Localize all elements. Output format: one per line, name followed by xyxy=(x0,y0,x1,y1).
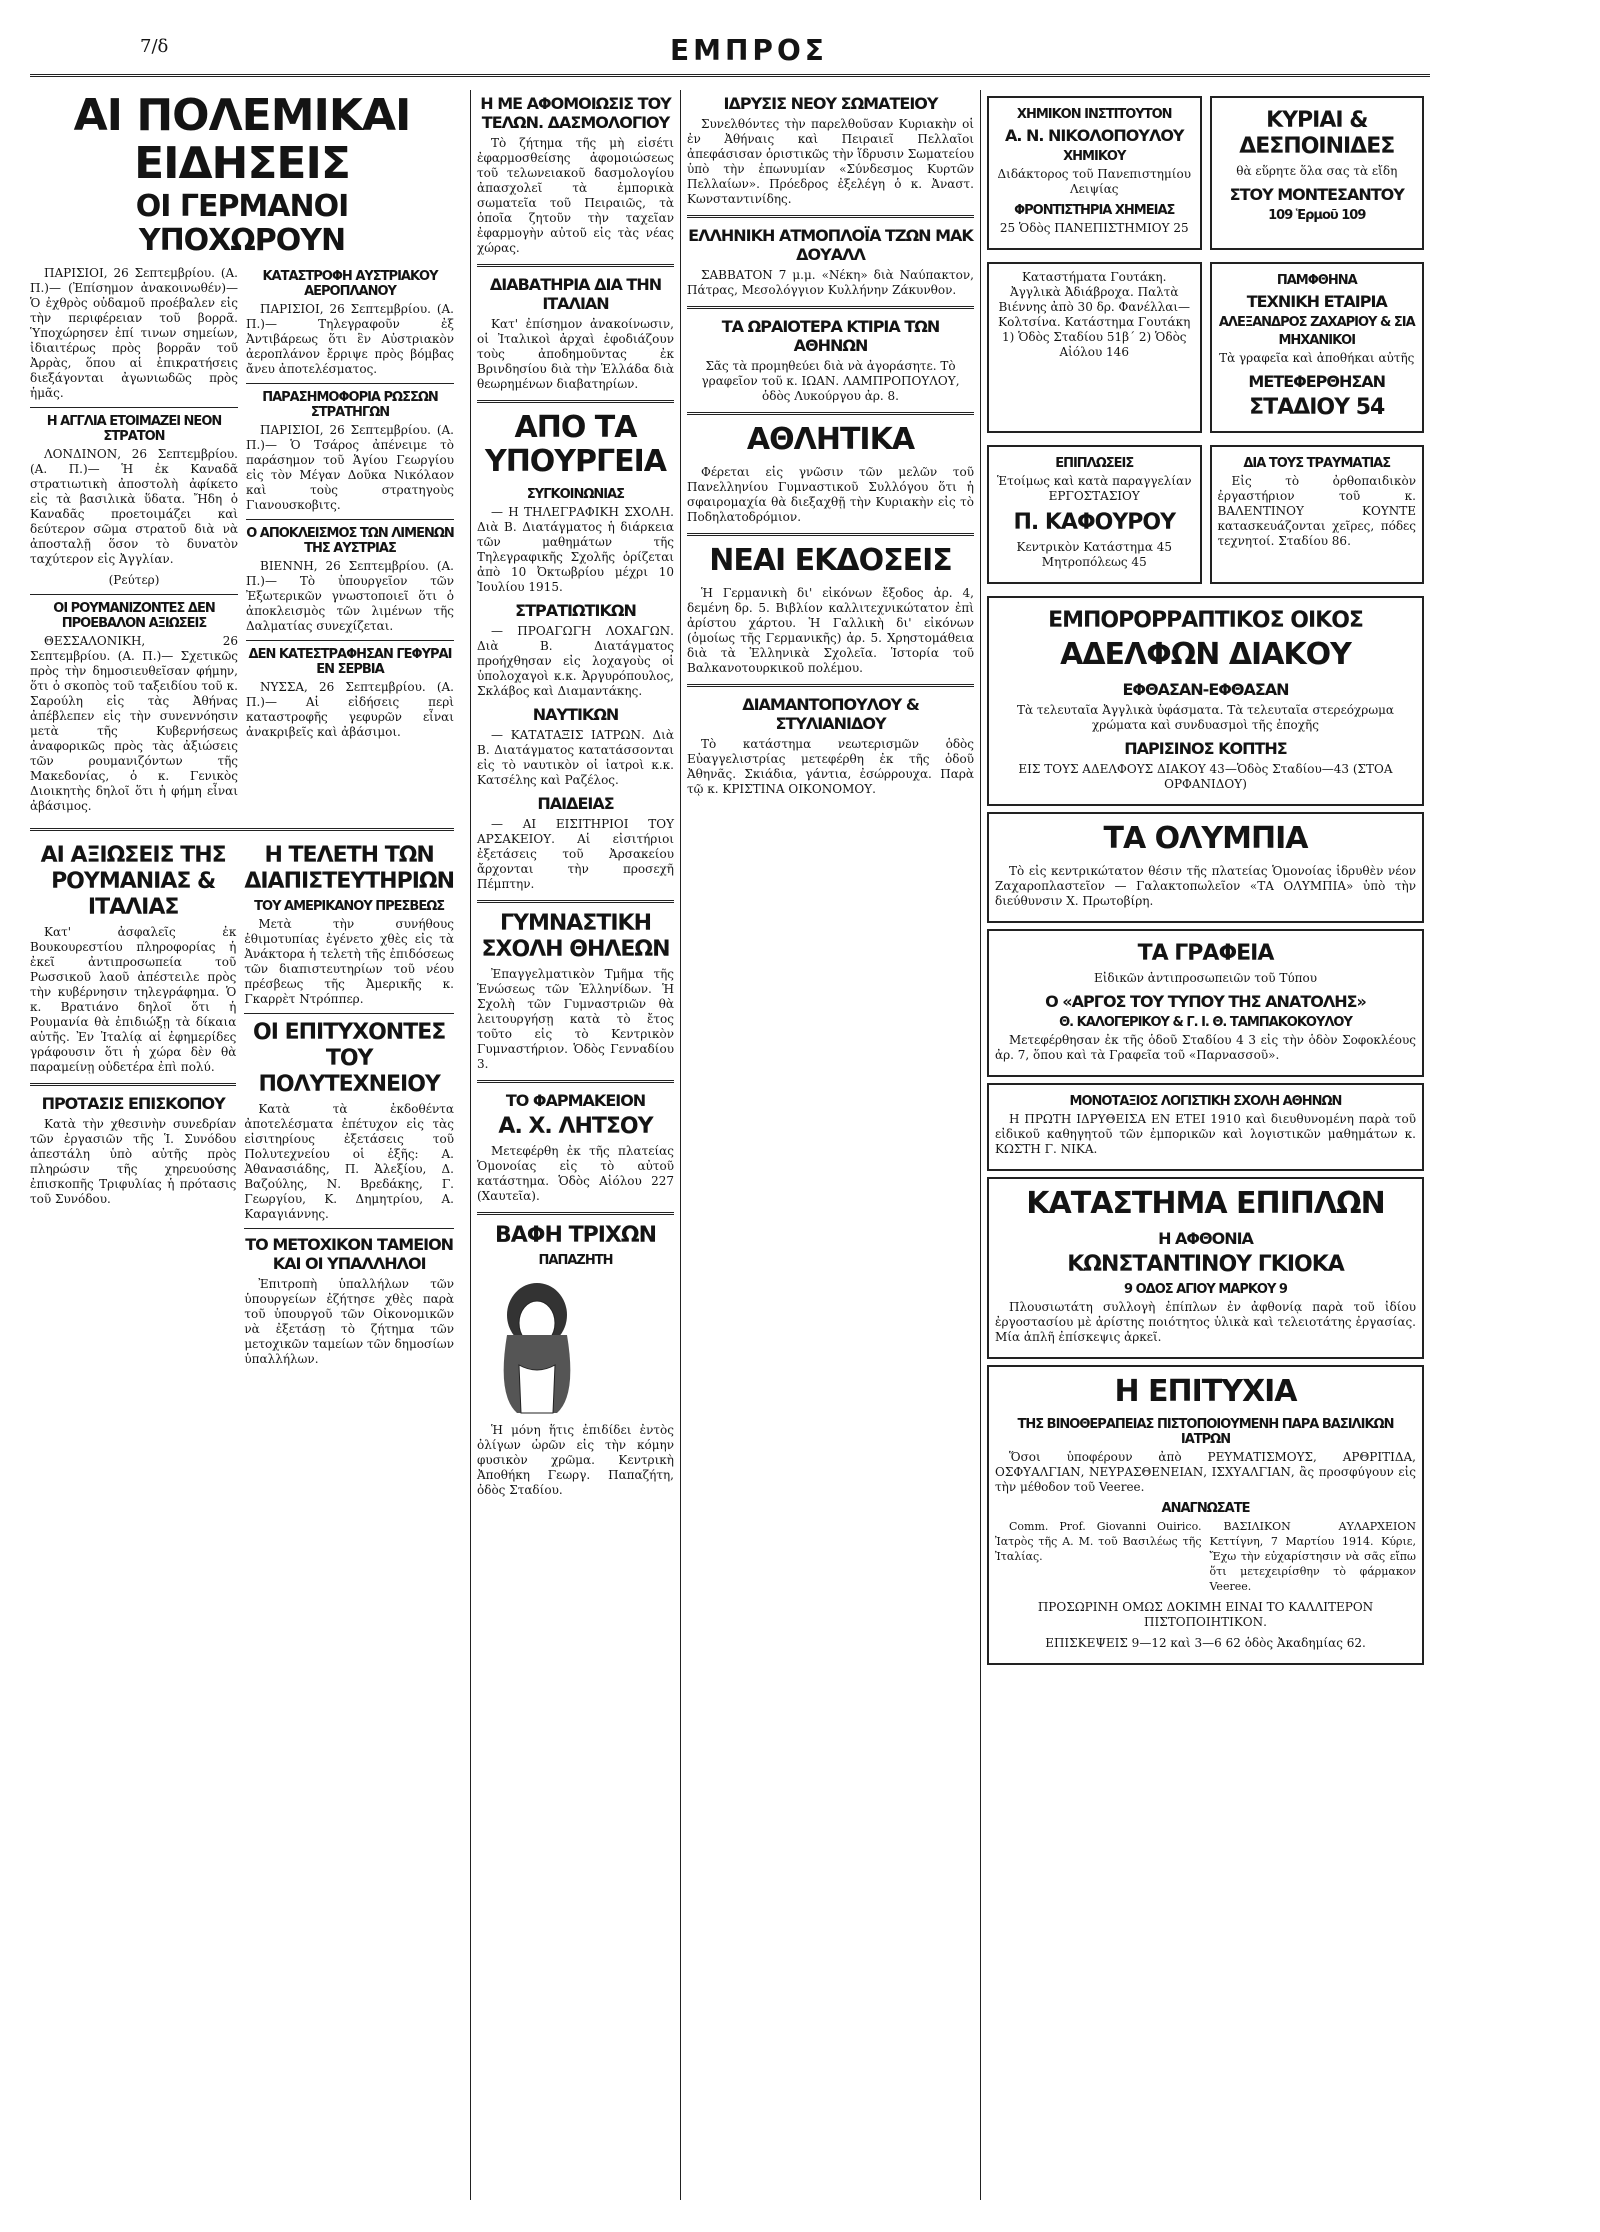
ad-title: ΤΑ ΓΡΑΦΕΙΑ xyxy=(1137,941,1274,966)
article-source: (Ρεύτερ) xyxy=(108,573,160,587)
article-title: Η ΤΕΛΕΤΗ ΤΩΝ ΔΙΑΠΙΣΤΕΥΤΗΡΙΩΝ xyxy=(244,843,455,894)
main-headline: ΑΙ ΠΟΛΕΜΙΚΑΙ ΕΙΔΗΣΕΙΣ xyxy=(73,90,411,189)
article-text: — ΑΙ ΕΙΣΙΤΗΡΙΟΙ ΤΟΥ ΑΡΣΑΚΕΙΟΥ. Αἱ εἰσιτήριοι ἐξετάσεις τοῦ Ἀρσακείου ἄρχονται τὴν προσεχῆ Πέμπτην. xyxy=(477,817,674,891)
ad-title: ΓΥΜΝΑΣΤΙΚΗ ΣΧΟΛΗ ΘΗΛΕΩΝ xyxy=(481,911,670,962)
article-text: Κατ' ἐπίσημον ἀνακοίνωσιν, οἱ Ἰταλικοὶ ἀρχαὶ ἐφοδιάζουν τοὺς ἀποδημοῦντας ἐκ Βρινδησίου διὰ τὴν Ἑλλάδα διὰ θεωρημένων διαβατηρίων. xyxy=(477,317,674,391)
ad-letter: ΒΑΣΙΛΙΚΟΝ ΑΥΛΑΡΧΕΙΟΝ Κεττίγνη, 7 Μαρτίου 1914. Κύριε, Ἔχω τὴν εὐχαρίστησιν νὰ σᾶς εἴπω ὅτι μετεχειρίσθην τὸ φάρμακον Veeree. xyxy=(1209,1520,1416,1593)
ad-subtitle: ΜΗΧΑΝΙΚΟΙ xyxy=(1278,333,1356,348)
ad-veeree xyxy=(987,1365,1424,1665)
section-title: ΑΠΟ ΤΑ ΥΠΟΥΡΓΕΙΑ xyxy=(484,410,667,479)
ad-letters xyxy=(995,1519,1416,1600)
article-title: ΟΙ ΡΟΥΜΑΝΙΖΟΝΤΕΣ ΔΕΝ ΠΡΟΕΒΑΛΟΝ ΑΞΙΩΣΕΙΣ xyxy=(53,601,215,631)
masthead xyxy=(30,30,1430,77)
ad-subtitle: ΠΑΡΙΣΙΝΟΣ ΚΟΠΤΗΣ xyxy=(1124,739,1287,758)
ad-subtitle: Η ΑΦΘΟΝΙΑ xyxy=(1158,1229,1253,1248)
article-text: Κατὰ τὰ ἐκδοθέντα ἀποτελέσματα ἐπέτυχον εἰς τὰς εἰσιτηρίους ἐξετάσεις τοῦ Πολυτεχνείου οἱ ἑξῆς: Α. Ἀθανασιάδης, Π. Ἀλεξίου, Δ. Βαζούλης, Ν. Βρεδάκης, Γ. Γεωργίου, Κ. Δημητρίου, Α. Καραγιάννης. xyxy=(244,1102,454,1221)
ad-furniture xyxy=(987,1177,1424,1359)
column-1 xyxy=(30,90,460,2200)
ad-subtitle: ΜΕΤΕΦΕΡΘΗΣΑΝ xyxy=(1248,372,1386,391)
ad-text: Καταστήματα Γουτάκη. Ἀγγλικὰ Ἀδιάβροχα. Παλτὰ Βιέννης ἀπὸ 30 δρ. Φανέλλαι—Κολτσίνα. Κατάστημα Γουτάκη 1) Ὁδὸς Σταδίου 51β΄ 2) Ὁδὸς Αἰόλου 146 xyxy=(998,270,1191,359)
article-text: ΠΑΡΙΣΙΟΙ, 26 Σεπτεμβρίου. (Α. Π.)— Τηλεγραφοῦν ἐξ Ἀντιβάρεως ὅτι ἓν Αὐστριακὸν ἀεροπλάνον ἔρριψε πρὸς βόμβας ἄνευ ἀποτελέσματος. xyxy=(246,302,454,376)
ad-kafouros xyxy=(987,445,1202,584)
ad-name: Α. Χ. ΛΗΤΣΟΥ xyxy=(498,1114,653,1139)
article-text: ΛΟΝΔΙΝΟΝ, 26 Σεπτεμβρίου. (Α. Π.)— Ἡ ἐκ Καναδᾶ στρατιωτικὴ ἀποστολὴ ἀφίκετο εἰς τὰ βασιλικὰ ὕδατα. Ἤδη ὁ Καναδᾶς προετοιμάζει καὶ δεύτερον σῶμα στρατοῦ διὰ νὰ ἀποσταλῇ ὅσον τὸ δυνατὸν ταχύτερον εἰς Ἀγγλίαν. xyxy=(30,447,238,566)
article-text: Συνελθόντες τὴν παρελθοῦσαν Κυριακὴν οἱ ἐν Ἀθήναις καὶ Πειραιεῖ Πελλαῖοι ἀπεφάσισαν ὁριστικῶς τὴν ἵδρυσιν Σωματείου ὑπὸ τὴν ἐπωνυμίαν «Σύνδεσμος Κυρτῶν Πελλαίων». Πρόεδρος ἐξελέγη ὁ κ. Ἀναστ. Κωνσταντινίδης. xyxy=(687,117,974,206)
ad-title: Η ΕΠΙΤΥΧΙΑ xyxy=(1114,1374,1297,1409)
ad-subtitle: ΤΗΣ ΒΙΝΟΘΕΡΑΠΕΙΑΣ ΠΙΣΤΟΠΟΙΟΥΜΕΝΗ ΠΑΡΑ ΒΑΣΙΛΙΚΩΝ ΙΑΤΡΩΝ xyxy=(1017,1417,1394,1447)
section-title: ΑΘΛΗΤΙΚΑ xyxy=(746,422,915,457)
ad-wounded xyxy=(1210,445,1425,584)
ad-text: Η ΠΡΩΤΗ ΙΔΡΥΘΕΙΣΑ ΕΝ ΕΤΕΙ 1910 καὶ διευθυνομένη παρὰ τοῦ εἰδικοῦ καθηγητοῦ τῶν ἐμπορικῶν καὶ λογιστικῶν μαθημάτων κ. ΚΩΣΤΗ Γ. ΝΙΚΑ. xyxy=(995,1112,1416,1156)
ad-technical xyxy=(1210,262,1425,433)
ad-text: Πλουσιωτάτη συλλογὴ ἐπίπλων ἐν ἀφθονίᾳ παρὰ τοῦ ἰδίου ἐργοστασίου μὲ ἀρίστης ποιότητος ὑλικὰ καὶ τελειοτάτης ἐργασίας. Μία ἁπλῆ ἐπίσκεψις ἀρκεῖ. xyxy=(995,1300,1416,1344)
ad-text: Μετεφέρθη ἐκ τῆς πλατείας Ὁμονοίας εἰς τὸ αὐτοῦ κατάστημα. Ὁδὸς Αἰόλου 227 (Χαυτεῖα). xyxy=(477,1144,674,1203)
article-text: — ΚΑΤΑΤΑΞΙΣ ΙΑΤΡΩΝ. Διὰ Β. Διατάγματος κατατάσσονται εἰς τὸ ναυτικὸν οἱ ἰατροὶ κ.κ. Κατσέλης καὶ Ραζέλος. xyxy=(477,728,674,787)
ad-text: Ὅσοι ὑποφέρουν ἀπὸ ΡΕΥΜΑΤΙΣΜΟΥΣ, ΑΡΘΡΙΤΙΔΑ, ΟΣΦΥΑΛΓΙΑΝ, ΝΕΥΡΑΣΘΕΝΕΙΑΝ, ΙΣΧΥΑΛΓΙΑΝ, ἂς προσφύγουν εἰς τὴν μέθοδον τοῦ Veeree. xyxy=(995,1450,1416,1494)
ad-text: θὰ εὕρητε ὅλα σας τὰ εἴδη xyxy=(1236,164,1398,178)
section-subtitle: ΝΑΥΤΙΚΩΝ xyxy=(532,705,619,724)
ad-ladies xyxy=(1210,96,1425,250)
ad-title: ΤΕΧΝΙΚΗ ΕΤΑΙΡΙΑ xyxy=(1246,292,1387,311)
article-text: — ΠΡΟΑΓΩΓΗ ΛΟΧΑΓΩΝ. Διὰ Β. Διατάγματος προήχθησαν εἰς λοχαγοὺς οἱ ὑπολοχαγοὶ κ.κ. Ἀργυρόπουλος, Σκλάβος καὶ Διαμαντάκης. xyxy=(477,624,674,698)
ad-chem-institute xyxy=(987,96,1202,250)
ad-address: Κεντρικὸν Κατάστημα 45 Μητροπόλεως 45 xyxy=(1016,540,1173,569)
ad-label: ΠΑΜΦΘΗΝΑ xyxy=(1276,273,1357,288)
ad-row-2 xyxy=(987,256,1424,439)
ad-owners: Θ. ΚΑΛΟΓΕΡΙΚΟΥ & Γ. Ι. Θ. ΤΑΜΠΑΚΟΚΟΥΛΟΥ xyxy=(1059,1015,1352,1030)
article-text: Ἡ Γερμανικὴ δι' εἰκόνων ἔξοδος ἀρ. 4, δεμένη δρ. 5. Βιβλίον καλλιτεχνικώτατον ἐπὶ ἀρίστου χάρτου. Ἡ Γαλλικὴ δι' εἰκόνων (ὁμοίως τῆς Γερμανικῆς) ἀρ. 5. Χρηστομάθεια διὰ τὰ Ἑλληνικὰ Σχολεῖα. Ἱστορία τοῦ Βαλκανοτουρκικοῦ πολέμου. xyxy=(687,586,974,675)
article-title: ΑΙ ΑΞΙΩΣΕΙΣ ΤΗΣ ΡΟΥΜΑΝΙΑΣ & ΙΤΑΛΙΑΣ xyxy=(40,843,226,920)
section-subtitle: ΣΥΓΚΟΙΝΩΝΙΑΣ xyxy=(526,487,625,502)
ad-name: ΣΤΟΥ ΜΟΝΤΕΣΑΝΤΟΥ xyxy=(1229,185,1404,204)
ad-row-3 xyxy=(987,439,1424,590)
article-text: ΒΙΕΝΝΗ, 26 Σεπτεμβρίου. (Α. Π.)— Τὸ ὑπουργεῖον τῶν Ἐξωτερικῶν γνωστοποιεῖ ὅτι ὁ ἀποκλεισμὸς τῶν λιμένων τῆς Δαλματίας συνεχίζεται. xyxy=(246,559,454,633)
ad-subtitle: ΑΝΑΓΝΩΣΑΤΕ xyxy=(1161,1501,1250,1516)
article-text: Κατ' ἀσφαλεῖς ἐκ Βουκουρεστίου πληροφορίας ἡ ἐκεῖ ἀντιπροσωπεία τοῦ Ρωσσικοῦ λαοῦ ἀπέστειλε πρὸς τὴν κυβέρνησιν τηλεγράφημα. Ὁ κ. Βρατιάνο δηλοῖ ὅτι ἡ Ρουμανία θὰ ἐπιδιώξῃ τὰ δίκαια αὐτῆς. Ἐν Ἰταλίᾳ αἱ ἐφημερίδες γράφουσιν ὅτι ἡ χώρα δὲν θὰ παραμείνῃ οὐδετέρα ἐπὶ πολύ. xyxy=(30,925,237,1074)
ad-name: Π. ΚΑΦΟΥΡΟΥ xyxy=(1013,510,1176,535)
article-title: ΙΔΡΥΣΙΣ ΝΕΟΥ ΣΩΜΑΤΕΙΟΥ xyxy=(723,94,938,113)
article-text: Μετὰ τὴν συνήθους ἐθιμοτυπίας ἐγένετο χθὲς εἰς τὰ Ἀνάκτορα ἡ τελετὴ τῆς ἐπιδόσεως τῶν διαπιστευτηρίων τοῦ νέου πρέσβεως τῆς Ἀμερικῆς κ. Γκαρρὲτ Ντρόππερ. xyxy=(244,917,454,1006)
article-title: Η ΜΕ ΑΦΟΜΟΙΩΣΙΣ ΤΟΥ ΤΕΛΩΝ. ΔΑΣΜΟΛΟΓΙΟΥ xyxy=(480,94,671,132)
ad-subtitle: ΠΑΠΑΖΗΤΗ xyxy=(538,1253,613,1268)
ad-title: ΔΙΑΜΑΝΤΟΠΟΥΛΟΥ & ΣΤΥΛΙΑΝΙΔΟΥ xyxy=(742,695,919,733)
ad-name: Α. Ν. ΝΙΚΟΛΟΠΟΥΛΟΥ xyxy=(1004,126,1184,145)
ad-goutakis xyxy=(987,262,1202,433)
section-title: ΝΕΑΙ ΕΚΔΟΣΕΙΣ xyxy=(709,543,952,578)
ad-text: ΣΑΒΒΑΤΟΝ 7 μ.μ. «Νέκη» διὰ Ναύπακτον, Πάτρας, Μεσολόγγιον Κυλλήνην Ζάκυνθον. xyxy=(687,268,974,297)
ad-text: Τὰ τελευταῖα Ἀγγλικὰ ὑφάσματα. Τὰ τελευταῖα στερεόχρωμα χρώματα καὶ συνδυασμοὶ τῆς ἐποχῆς xyxy=(1016,703,1395,732)
ad-text: Τὸ εἰς κεντρικώτατον θέσιν τῆς πλατείας Ὁμονοίας ἱδρυθὲν νέον Ζαχαροπλαστεῖον — Γαλακτοπωλεῖον «ΤΑ ΟΛΥΜΠΙΑ» ὑπὸ τὴν διεύθυνσιν Χ. Πρωτοβίρη. xyxy=(995,864,1416,908)
ad-title: ΚΥΡΙΑΙ & ΔΕΣΠΟΙΝΙΔΕΣ xyxy=(1239,108,1395,159)
ad-address: ΣΤΑΔΙΟΥ 54 xyxy=(1249,395,1385,420)
ad-name: ΑΔΕΛΦΩΝ ΔΙΑΚΟΥ xyxy=(1060,637,1351,672)
article-text: Τὸ ζήτημα τῆς μὴ εἰσέτι ἐφαρμοσθείσης ἀφομοιώσεως τοῦ τελωνειακοῦ δασμολογίου ἀπασχολεῖ τὰ ἐμπορικὰ σωματεῖα τοῦ Πειραιῶς, τὰ ὁποῖα ζητοῦν τὴν ταχεῖαν ἐφαρμογὴν αὐτοῦ εἰς τὰς νέας χώρας. xyxy=(477,136,674,255)
column-1-lower xyxy=(30,839,454,1373)
woman-illustration-icon xyxy=(477,1275,597,1415)
section-subtitle: ΠΑΙΔΕΙΑΣ xyxy=(537,794,614,813)
ad-text: Διδάκτορος τοῦ Πανεπιστημίου Λειψίας xyxy=(997,167,1192,196)
section-subtitle: ΣΤΡΑΤΙΩΤΙΚΩΝ xyxy=(515,601,636,620)
ad-text: Ἡ μόνη ἥτις ἐπιδίδει ἐντὸς ὀλίγων ὡρῶν εἰς τὴν κόμην φυσικὸν χρῶμα. Κεντρικὴ Ἀποθήκη Γεωργ. Παπαζήτη, ὁδὸς Σταδίου. xyxy=(477,1423,674,1497)
article-title: ΠΡΟΤΑΣΙΣ ΕΠΙΣΚΟΠΟΥ xyxy=(41,1094,225,1113)
ad-address: 25 Ὁδὸς ΠΑΝΕΠΙΣΤΗΜΙΟΥ 25 xyxy=(999,221,1189,235)
article-text: ΘΕΣΣΑΛΟΝΙΚΗ, 26 Σεπτεμβρίου. (Α. Π.)— Σχετικῶς πρὸς τὴν δημοσιευθεῖσαν φήμην, ὅτι ὁ σκοπὸς τοῦ ταξειδίου τοῦ κ. Σαρούλη εἰς τὰς Ἀθήνας ἀπέβλεπεν εἰς τὴν συνεννόησιν μετὰ τῆς Κυβερνήσεως ἀναφορικῶς πρὸς τὰς ἀξιώσεις τῶν ρουμανιζόντων τῆς Μακεδονίας, ὁ κ. Γενικὸς Διοικητὴς δηλοῖ ὅτι ἡ φήμη εἶναι ἀβάσιμος. xyxy=(30,634,238,813)
ad-subtitle: ΕΦΘΑΣΑΝ-ΕΦΘΑΣΑΝ xyxy=(1122,680,1289,699)
article-title: ΔΕΝ ΚΑΤΕΣΤΡΑΦΗΣΑΝ ΓΕΦΥΡΑΙ ΕΝ ΣΕΡΒΙΑ xyxy=(248,647,452,677)
ad-offices xyxy=(987,929,1424,1077)
ad-text: Τὸ κατάστημα νεωτερισμῶν ὁδὸς Εὐαγγελιστρίας μετεφέρθη ἐκ τῆς ὁδοῦ Ἀθηνᾶς. Σκιάδια, γάντια, ἐσώρρουχα. Παρὰ τῷ κ. ΚΡΙΣΤΙΝΑ ΟΙΚΟΝΟΜΟΥ. xyxy=(687,737,974,796)
ad-title: ΤΑ ΩΡΑΙΟΤΕΡΑ ΚΤΙΡΙΑ ΤΩΝ ΑΘΗΝΩΝ xyxy=(721,317,940,355)
ad-name: ΑΛΕΞΑΝΔΡΟΣ ΖΑΧΑΡΙΟΥ & ΣΙΑ xyxy=(1218,315,1415,330)
article-title: Η ΑΓΓΛΙΑ ΕΤΟΙΜΑΖΕΙ ΝΕΟΝ ΣΤΡΑΤΟΝ xyxy=(46,414,222,444)
ad-letter: Comm. Prof. Giovanni Ouirico. Ἰατρὸς τῆς Α. Μ. τοῦ Βασιλέως τῆς Ἰταλίας. xyxy=(995,1520,1202,1563)
article-text: ΝΥΣΣΑ, 26 Σεπτεμβρίου. (Α. Π.)— Αἱ εἰδήσεις περὶ καταστροφῆς γεφυρῶν εἶναι ἀνακριβεῖς καὶ ἀβάσιμοι. xyxy=(246,680,454,739)
article-title: ΟΙ ΕΠΙΤΥΧΟΝΤΕΣ ΤΟΥ ΠΟΛΥΤΕΧΝΕΙΟΥ xyxy=(253,1020,446,1097)
column-4 xyxy=(980,90,1430,2200)
ad-text: Ἑτοίμως καὶ κατὰ παραγγελίαν ΕΡΓΟΣΤΑΣΙΟΥ xyxy=(997,474,1192,503)
ad-tailor xyxy=(987,596,1424,806)
ad-olympia xyxy=(987,812,1424,923)
ad-school xyxy=(987,1083,1424,1171)
ad-title: ΕΜΠΟΡΟΡΡΑΠΤΙΚΟΣ ΟΙΚΟΣ xyxy=(1048,608,1363,633)
ad-title: ΕΠΙΠΛΩΣΕΙΣ xyxy=(1055,456,1134,471)
ad-address: 109 Ἑρμοῦ 109 xyxy=(1268,208,1366,223)
article-text: Κατὰ τὴν χθεσινὴν συνεδρίαν τῶν ἐργασιῶν τῆς Ἱ. Συνόδου ἀπεστάλη ὑπὸ αὐτῆς πρὸς πληρώσιν τῆς χηρευούσης ἐπισκοπῆς Τριφυλίας ἡ πρότασις τοῦ Συνόδου. xyxy=(30,1117,237,1206)
ad-row-top xyxy=(987,90,1424,256)
ad-text: Τὰ γραφεῖα καὶ ἀποθήκαι αὐτῆς xyxy=(1219,351,1415,365)
ad-subtitle: ΧΗΜΙΚΟΥ xyxy=(1063,149,1126,164)
article-title: ΤΟ ΜΕΤΟΧΙΚΟΝ ΤΑΜΕΙΟΝ ΚΑΙ ΟΙ ΥΠΑΛΛΗΛΟΙ xyxy=(245,1235,454,1273)
ad-address: ΕΠΙΣΚΕΨΕΙΣ 9—12 καὶ 3—6 62 ὁδὸς Ἀκαδημίας 62. xyxy=(1045,1636,1366,1650)
dateline-paris: ΠΑΡΙΣΙΟΙ, 26 Σεπτεμβρίου. (Α. Π.)— (Ἐπίσημον ἀνακοινωθέν)— Ὁ ἐχθρὸς οὐδαμοῦ προέβαλεν εἰς τὴν περιφέρειαν τοῦ βορρᾶ. Ὑποχώρησεν ἐπί τινων σημείων, ἰδιαιτέρως πρὸς βορρᾶν τοῦ Ἀρρὰς, ὅπου αἱ ἐπικρατήσεις διεξάγονται ἀγωνιωδῶς πρὸς ἡμᾶς. xyxy=(30,266,238,400)
ad-text: Μετεφέρθησαν ἐκ τῆς ὁδοῦ Σταδίου 4 3 εἰς τὴν ὁδὸν Σοφοκλέους ἀρ. 7, ὅπου καὶ τὰ Γραφεῖα τοῦ «Παρνασσοῦ». xyxy=(995,1033,1416,1062)
ad-text: Εἰς τὸ ὀρθοπαιδικὸν ἐργαστήριον τοῦ κ. ΒΑΛΕΝΤΙΝΟΥ ΚΟΥΝΤΕ κατασκευάζονται χεῖρες, πόδες τεχνητοί. Σταδίου 86. xyxy=(1217,474,1416,548)
ad-title: ΔΙΑ ΤΟΥΣ ΤΡΑΥΜΑΤΙΑΣ xyxy=(1243,456,1391,471)
article-title: ΚΑΤΑΣΤΡΟΦΗ ΑΥΣΤΡΙΑΚΟΥ ΑΕΡΟΠΛΑΝΟΥ xyxy=(262,269,438,299)
ad-name: ΚΩΝΣΤΑΝΤΙΝΟΥ ΓΚΙΟΚΑ xyxy=(1067,1252,1344,1277)
main-subhead: ΟΙ ΓΕΡΜΑΝΟΙ ΥΠΟΧΩΡΟΥΝ xyxy=(135,189,349,258)
article-text: Ἐπιτροπὴ ὑπαλλήλων τῶν ὑπουργείων ἐζήτησε χθὲς παρὰ τοῦ ὑπουργοῦ τῶν Οἰκονομικῶν νὰ ἐξετάσῃ τὸ ζήτημα τῶν μετοχικῶν ταμείων τῶν δημοσίων ὑπαλλήλων. xyxy=(244,1277,454,1366)
article-title: ΠΑΡΑΣΗΜΟΦΟΡΙΑ ΡΩΣΣΩΝ ΣΤΡΑΤΗΓΩΝ xyxy=(262,390,438,420)
ad-title: ΕΛΛΗΝΙΚΗ ΑΤΜΟΠΛΟΪΑ ΤΖΩΝ ΜΑΚ ΔΟΥΑΛΛ xyxy=(688,226,973,264)
ad-title: ΤΟ ΦΑΡΜΑΚΕΙΟΝ xyxy=(505,1091,646,1110)
ad-subtitle: Εἰδικῶν ἀντιπροσωπειῶν τοῦ Τύπου xyxy=(1093,971,1318,985)
article-text: Φέρεται εἰς γνῶσιν τῶν μελῶν τοῦ Πανελληνίου Γυμναστικοῦ Συλλόγου ὅτι ἡ σφαιρομαχία θὰ διεξαχθῇ τὴν Κυριακὴν εἰς τὸ Ποδηλατοδρόμιον. xyxy=(687,465,974,524)
ad-text: Ἐπαγγελματικὸν Τμῆμα τῆς Ἑνώσεως τῶν Ἑλληνίδων. Ἡ Σχολὴ τῶν Γυμναστριῶν θὰ λειτουργήσῃ κατὰ τὸ ἔτος τοῦτο εἰς τὸ Κεντρικὸν Γυμναστήριον. Ὁδὸς Γενναδίου 3. xyxy=(477,967,674,1071)
ad-title: ΤΑ ΟΛΥΜΠΙΑ xyxy=(1103,821,1308,856)
column-1-split xyxy=(30,266,454,820)
ad-title: ΚΑΤΑΣΤΗΜΑ ΕΠΙΠΛΩΝ xyxy=(1026,1186,1385,1221)
column-2 xyxy=(470,90,680,2200)
ad-text: ΠΡΟΣΩΡΙΝΗ ΟΜΩΣ ΔΟΚΙΜΗ ΕΙΝΑΙ ΤΟ ΚΑΛΛΙΤΕΡΟΝ ΠΙΣΤΟΠΟΙΗΤΙΚΟΝ. xyxy=(1037,1600,1374,1629)
ad-title: ΜΟΝΟΤΑΞΙΟΣ ΛΟΓΙΣΤΙΚΗ ΣΧΟΛΗ ΑΘΗΝΩΝ xyxy=(1069,1094,1342,1109)
ad-address: ΕΙΣ ΤΟΥΣ ΑΔΕΛΦΟΥΣ ΔΙΑΚΟΥ 43—Ὁδὸς Σταδίου—43 (ΣΤΟΑ ΟΡΦΑΝΙΔΟΥ) xyxy=(1018,762,1393,791)
page-mark: 7/δ xyxy=(140,36,169,57)
column-3 xyxy=(680,90,980,2200)
article-title: ΔΙΑΒΑΤΗΡΙΑ ΔΙΑ ΤΗΝ ΙΤΑΛΙΑΝ xyxy=(489,275,662,313)
article-subtitle: ΤΟΥ ΑΜΕΡΙΚΑΝΟΥ ΠΡΕΣΒΕΩΣ xyxy=(254,899,445,914)
ad-address: 9 ΟΔΟΣ ΑΓΙΟΥ ΜΑΡΚΟΥ 9 xyxy=(1124,1282,1287,1297)
article-title: Ο ΑΠΟΚΛΕΙΣΜΟΣ ΤΩΝ ΛΙΜΕΝΩΝ ΤΗΣ ΑΥΣΤΡΙΑΣ xyxy=(246,526,454,556)
ad-title: ΒΑΦΗ ΤΡΙΧΩΝ xyxy=(495,1223,656,1248)
ad-name: Ο «ΑΡΓΟΣ ΤΟΥ ΤΥΠΟΥ ΤΗΣ ΑΝΑΤΟΛΗΣ» xyxy=(1045,992,1366,1011)
article-text: — Η ΤΗΛΕΓΡΑΦΙΚΗ ΣΧΟΛΗ. Διὰ Β. Διατάγματος ἡ διάρκεια τῶν μαθημάτων τῆς Τηλεγραφικῆς Σχολῆς ὁρίζεται ἀπὸ 10 Ὀκτωβρίου μέχρι 10 Ἰουλίου 1915. xyxy=(477,505,674,594)
newspaper-title: ΕΜΠΡΟΣ xyxy=(670,34,828,67)
ad-title: ΧΗΜΙΚΟΝ ΙΝΣΤΙΤΟΥΤΟΝ xyxy=(1016,107,1172,122)
ad-subtitle: ΦΡΟΝΤΙΣΤΗΡΙΑ ΧΗΜΕΙΑΣ xyxy=(1014,203,1175,218)
ad-text: Σᾶς τὰ προμηθεύει διὰ νὰ ἀγοράσητε. Τὸ γραφεῖον τοῦ κ. ΙΩΑΝ. ΛΑΜΠΡΟΠΟΥΛΟΥ, ὁδὸς Λυκούργου ἀρ. 8. xyxy=(701,359,960,403)
article-text: ΠΑΡΙΣΙΟΙ, 26 Σεπτεμβρίου. (Α. Π.)— Ὁ Τσάρος ἀπένειμε τὸ παράσημον τοῦ Ἁγίου Γεωργίου εἰς τὸν Μέγαν Δοῦκα Νικόλαον καὶ τοὺς στρατηγοὺς Γιανουσκοβιτς. xyxy=(246,423,454,512)
